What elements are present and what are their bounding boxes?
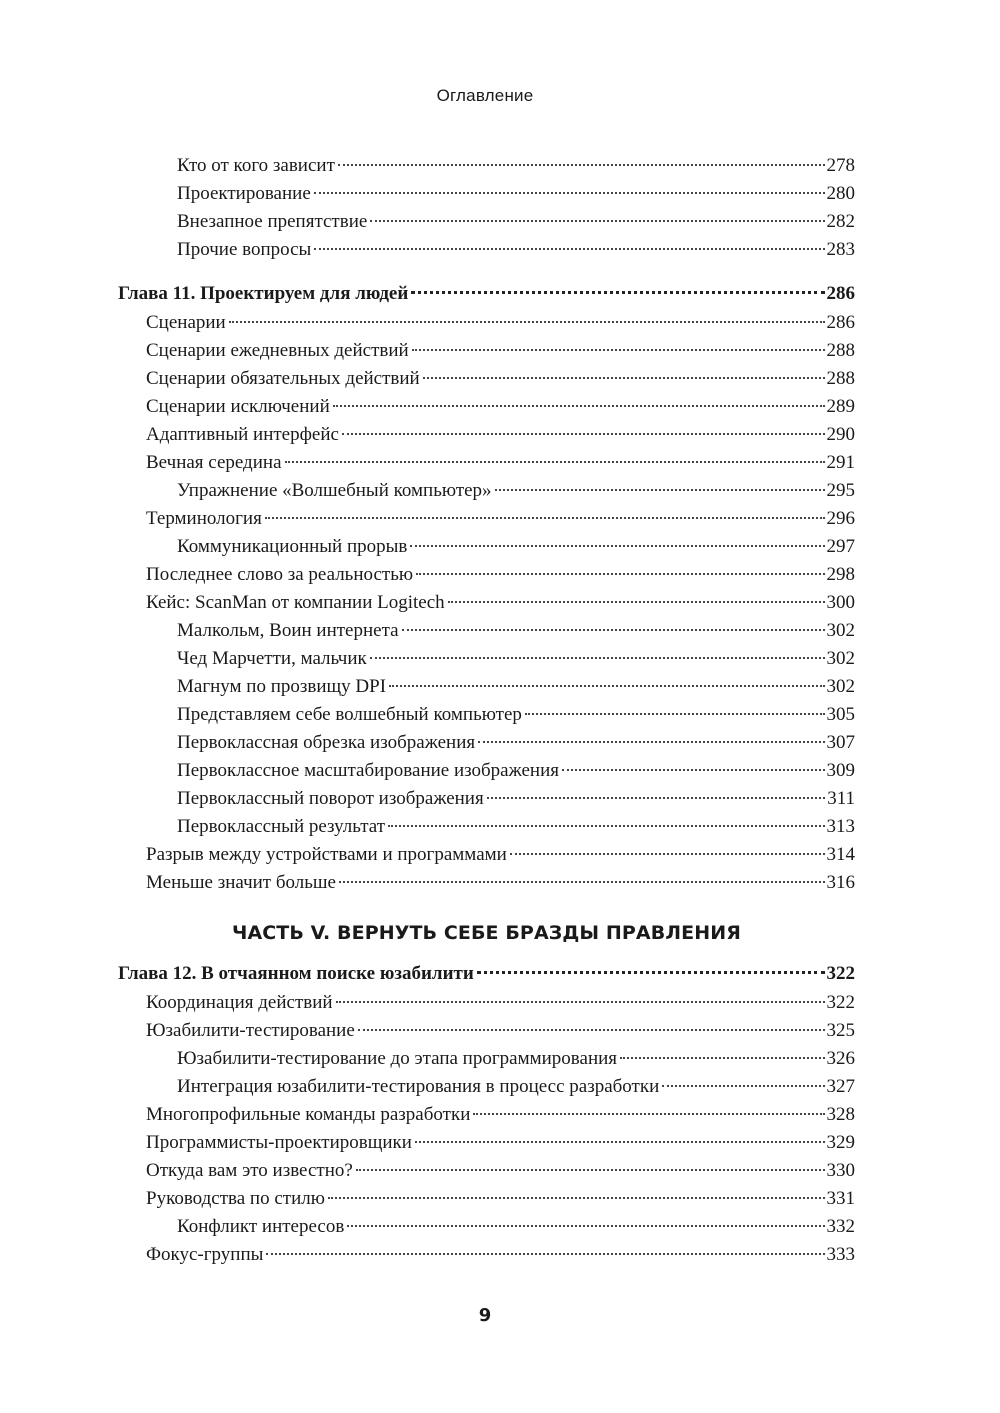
toc-entry-row bbox=[118, 477, 855, 505]
page-ref: 283 bbox=[826, 239, 855, 260]
toc-entry-row bbox=[118, 309, 855, 337]
entry-title: Сценарии ежедневных действий bbox=[146, 340, 409, 361]
entry-title: Юзабилити-тестирование bbox=[146, 1020, 355, 1041]
dot-leader bbox=[495, 489, 825, 491]
toc-entry-row bbox=[118, 1213, 855, 1241]
dot-leader bbox=[370, 657, 825, 659]
dot-leader bbox=[477, 971, 825, 974]
entry-title: Первоклассный поворот изображения bbox=[177, 788, 484, 809]
page-ref: 297 bbox=[826, 536, 855, 557]
dot-leader bbox=[389, 685, 824, 687]
page-ref: 288 bbox=[826, 340, 855, 361]
entry-title: Сценарии bbox=[146, 312, 226, 333]
entry-title: Многопрофильные команды разработки bbox=[146, 1104, 471, 1125]
toc-entry-row bbox=[118, 561, 855, 589]
entry-title: Чед Марчетти, мальчик bbox=[177, 648, 367, 669]
dot-leader bbox=[412, 349, 825, 351]
toc-entry-row bbox=[118, 1101, 855, 1129]
dot-leader bbox=[562, 769, 824, 771]
dot-leader bbox=[370, 220, 824, 222]
entry-title: Кейс: ScanMan от компании Logitech bbox=[146, 592, 445, 613]
page-ref: 331 bbox=[826, 1188, 855, 1209]
dot-leader bbox=[328, 1197, 825, 1199]
toc-entry-row bbox=[118, 1129, 855, 1157]
dot-leader bbox=[347, 1225, 824, 1227]
entry-title: Фокус-группы bbox=[146, 1244, 264, 1265]
toc-entry-row bbox=[118, 208, 855, 236]
page-number: 9 bbox=[478, 1305, 492, 1326]
dot-leader bbox=[356, 1169, 825, 1171]
toc-entry-row bbox=[118, 236, 855, 264]
page-ref: 305 bbox=[826, 704, 855, 725]
page-ref: 330 bbox=[826, 1160, 855, 1181]
toc-entry-row bbox=[118, 1185, 855, 1213]
entry-title: Адаптивный интерфейс bbox=[146, 424, 339, 445]
page-ref: 282 bbox=[826, 211, 855, 232]
toc-entry-row bbox=[118, 337, 855, 365]
page-ref: 322 bbox=[826, 963, 855, 984]
entry-title: Сценарии исключений bbox=[146, 396, 330, 417]
entry-title: Проектирование bbox=[177, 183, 311, 204]
dot-leader bbox=[448, 601, 825, 603]
entry-title: Магнум по прозвищу DPI bbox=[177, 676, 387, 697]
entry-title: Меньше значит больше bbox=[146, 872, 336, 893]
toc-chapter-row bbox=[118, 958, 855, 989]
toc-entry-row bbox=[118, 1045, 855, 1073]
dot-leader bbox=[423, 377, 825, 379]
page-ref: 291 bbox=[826, 452, 855, 473]
toc-chapter-row bbox=[118, 278, 855, 309]
dot-leader bbox=[410, 545, 824, 547]
dot-leader bbox=[620, 1057, 824, 1059]
dot-leader bbox=[285, 461, 825, 463]
dot-leader bbox=[342, 433, 825, 435]
entry-title: Прочие вопросы bbox=[177, 239, 312, 260]
toc-entry-row bbox=[118, 701, 855, 729]
entry-title: Упражнение «Волшебный компьютер» bbox=[177, 480, 492, 501]
toc-entry-row bbox=[118, 757, 855, 785]
toc-entry-row bbox=[118, 813, 855, 841]
part-heading: ЧАСТЬ V. ВЕРНУТЬ СЕБЕ БРАЗДЫ ПРАВЛЕНИЯ bbox=[232, 922, 741, 944]
page-ref: 278 bbox=[826, 155, 855, 176]
entry-title: Юзабилити-тестирование до этапа программирования bbox=[177, 1048, 618, 1069]
dot-leader bbox=[415, 1141, 825, 1143]
dot-leader bbox=[487, 797, 825, 799]
dot-leader bbox=[662, 1085, 824, 1087]
toc-entry-row bbox=[118, 393, 855, 421]
page-ref: 329 bbox=[826, 1132, 855, 1153]
page-ref: 286 bbox=[826, 312, 855, 333]
dot-leader bbox=[339, 881, 825, 883]
page-ref: 325 bbox=[826, 1020, 855, 1041]
page-ref: 290 bbox=[826, 424, 855, 445]
page-ref: 296 bbox=[826, 508, 855, 529]
page-ref: 280 bbox=[826, 183, 855, 204]
entry-title: Первоклассное масштабирование изображения bbox=[177, 760, 560, 781]
dot-leader bbox=[333, 405, 825, 407]
dot-leader bbox=[314, 192, 825, 194]
toc-entry-row bbox=[118, 589, 855, 617]
entry-title: Первоклассный результат bbox=[177, 816, 385, 837]
chapter-title: Глава 12. В отчаянном поиске юзабилити bbox=[118, 963, 474, 984]
dot-leader bbox=[525, 713, 825, 715]
dot-leader bbox=[510, 853, 825, 855]
running-head: Оглавление bbox=[436, 86, 534, 105]
table-of-contents bbox=[118, 152, 855, 1269]
page-ref: 307 bbox=[826, 732, 855, 753]
toc-entry-row bbox=[118, 785, 855, 813]
entry-title: Интеграция юзабилити-тестирования в процесс разработки bbox=[177, 1076, 660, 1097]
toc-entry-row bbox=[118, 1017, 855, 1045]
page-ref: 288 bbox=[826, 368, 855, 389]
page-ref: 322 bbox=[826, 992, 855, 1013]
toc-entry-row bbox=[118, 421, 855, 449]
page-ref: 302 bbox=[826, 620, 855, 641]
page-ref: 327 bbox=[826, 1076, 855, 1097]
page-ref: 289 bbox=[826, 396, 855, 417]
entry-title: Внезапное препятствие bbox=[177, 211, 368, 232]
toc-entry-row bbox=[118, 152, 855, 180]
entry-title: Последнее слово за реальностью bbox=[146, 564, 414, 585]
toc-entry-row bbox=[118, 180, 855, 208]
entry-title: Руководства по стилю bbox=[146, 1188, 325, 1209]
chapter-title: Глава 11. Проектируем для людей bbox=[118, 283, 409, 304]
entry-title: Конфликт интересов bbox=[177, 1216, 345, 1237]
dot-leader bbox=[266, 1253, 824, 1255]
toc-entry-row bbox=[118, 449, 855, 477]
toc-entry-row bbox=[118, 729, 855, 757]
page-ref: 316 bbox=[826, 872, 855, 893]
entry-title: Первоклассная обрезка изображения bbox=[177, 732, 476, 753]
page-ref: 302 bbox=[826, 676, 855, 697]
toc-entry-row bbox=[118, 1073, 855, 1101]
page-ref: 313 bbox=[826, 816, 855, 837]
toc-entry-row bbox=[118, 673, 855, 701]
page-ref: 328 bbox=[826, 1104, 855, 1125]
toc-entry-row bbox=[118, 1157, 855, 1185]
entry-title: Сценарии обязательных действий bbox=[146, 368, 420, 389]
dot-leader bbox=[314, 248, 824, 250]
page-ref: 309 bbox=[826, 760, 855, 781]
page-ref: 314 bbox=[826, 844, 855, 865]
dot-leader bbox=[402, 629, 825, 631]
toc-entry-row bbox=[118, 1241, 855, 1269]
page-ref: 286 bbox=[826, 283, 855, 304]
toc-entry-row bbox=[118, 645, 855, 673]
dot-leader bbox=[411, 291, 824, 294]
page-ref: 298 bbox=[826, 564, 855, 585]
page-ref: 311 bbox=[827, 788, 855, 809]
page-ref: 326 bbox=[826, 1048, 855, 1069]
toc-entry-row bbox=[118, 505, 855, 533]
page-ref: 295 bbox=[826, 480, 855, 501]
dot-leader bbox=[416, 573, 824, 575]
dot-leader bbox=[473, 1113, 824, 1115]
entry-title: Терминология bbox=[146, 508, 262, 529]
toc-entry-row bbox=[118, 365, 855, 393]
entry-title: Программисты-проектировщики bbox=[146, 1132, 412, 1153]
toc-entry-row bbox=[118, 841, 855, 869]
entry-title: Откуда вам это известно? bbox=[146, 1160, 353, 1181]
entry-title: Координация действий bbox=[146, 992, 333, 1013]
dot-leader bbox=[265, 517, 825, 519]
dot-leader bbox=[358, 1029, 825, 1031]
page-ref: 300 bbox=[826, 592, 855, 613]
toc-entry-row bbox=[118, 869, 855, 897]
dot-leader bbox=[229, 321, 825, 323]
dot-leader bbox=[388, 825, 825, 827]
entry-title: Разрыв между устройствами и программами bbox=[146, 844, 507, 865]
entry-title: Представляем себе волшебный компьютер bbox=[177, 704, 522, 725]
page-ref: 302 bbox=[826, 648, 855, 669]
entry-title: Малкольм, Воин интернета bbox=[177, 620, 399, 641]
dot-leader bbox=[478, 741, 824, 743]
dot-leader bbox=[336, 1001, 825, 1003]
page-ref: 332 bbox=[826, 1216, 855, 1237]
entry-title: Коммуникационный прорыв bbox=[177, 536, 408, 557]
entry-title: Кто от кого зависит bbox=[177, 155, 335, 176]
entry-title: Вечная середина bbox=[146, 452, 282, 473]
toc-entry-row bbox=[118, 533, 855, 561]
toc-entry-row bbox=[118, 617, 855, 645]
page-ref: 333 bbox=[826, 1244, 855, 1265]
toc-entry-row bbox=[118, 989, 855, 1017]
dot-leader bbox=[338, 164, 825, 166]
